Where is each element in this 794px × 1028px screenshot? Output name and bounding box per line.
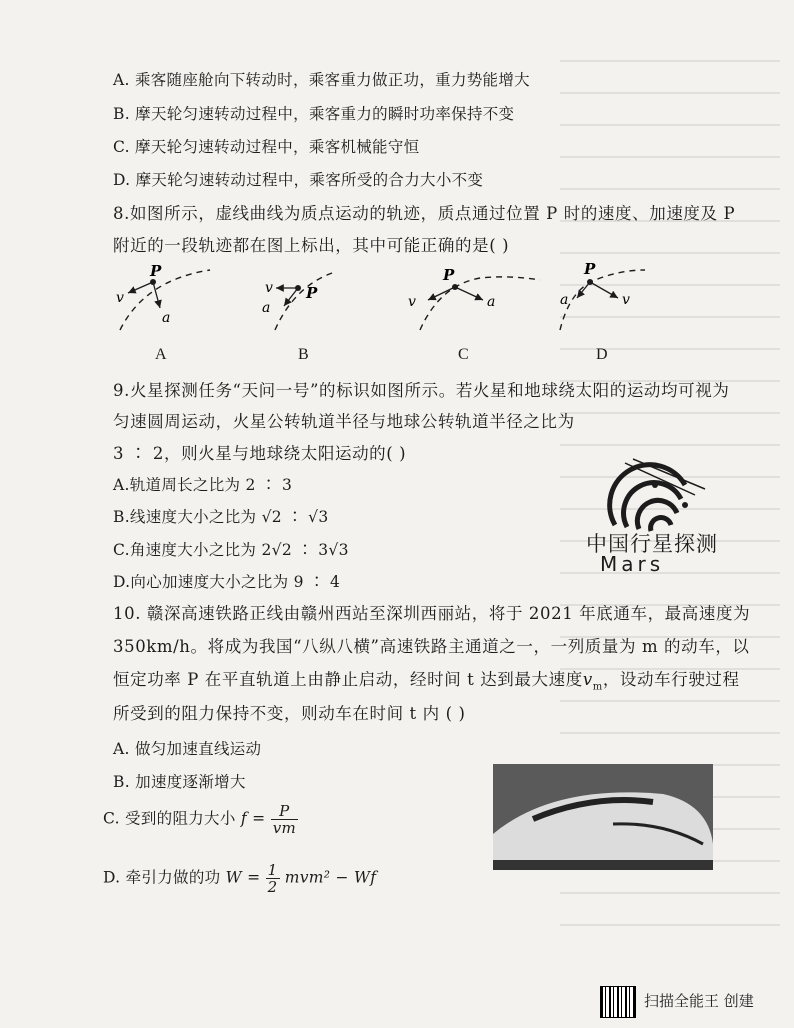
q10-stem-line2: 350km/h。将成为我国“八纵八横”高速铁路主通道之一，一列质量为 m 的动车，以	[113, 637, 750, 656]
diagram-d	[560, 260, 645, 330]
diagram-a-a: a	[162, 310, 171, 326]
diagram-a-v: v	[116, 290, 124, 306]
q9-option-a: A.轨道周长之比为 2 ∶ 3	[113, 476, 293, 494]
q10-option-d	[103, 862, 376, 895]
train-illustration	[493, 764, 713, 870]
diagram-c-p: P	[443, 266, 455, 284]
logo-chinese-text: 中国行星探测	[586, 532, 718, 556]
q10-line3-pre: 恒定功率 P 在平直轨道上由静止启动，经时间 t 达到最大速度	[113, 670, 583, 689]
train-photo	[493, 764, 713, 870]
q9-stem-line3: 3 ∶ 2，则火星与地球绕太阳运动的( )	[113, 444, 407, 463]
q10-option-d-lhs: W =	[225, 868, 261, 887]
scanner-watermark	[600, 986, 780, 1016]
q9-option-c-prefix: C.角速度大小之比为	[113, 541, 257, 559]
q10-option-d-fraction	[266, 862, 280, 895]
diagram-a	[116, 262, 210, 330]
q10-option-b: B. 加速度逐渐增大	[113, 773, 246, 791]
q10-line3-post: ，设动车行驶过程	[602, 670, 740, 689]
diagram-b-p: P	[306, 284, 318, 302]
diagram-c	[408, 266, 540, 330]
diagram-a-p: P	[150, 262, 162, 280]
q10-option-d-prefix: D. 牵引力做的功	[103, 868, 221, 887]
q10-option-c-prefix: C. 受到的阻力大小	[103, 809, 236, 828]
diagram-b	[262, 272, 335, 330]
q7-option-a: A. 乘客随座舱向下转动时，乘客重力做正功，重力势能增大	[113, 71, 530, 89]
q7-option-c: C. 摩天轮匀速转动过程中，乘客机械能守恒	[113, 138, 420, 156]
q10-option-c-fraction	[271, 803, 298, 836]
q7-option-d: D. 摩天轮匀速转动过程中，乘客所受的合力大小不变	[113, 171, 484, 189]
q10-option-d-rest: mvm² − Wf	[284, 868, 377, 887]
q10-option-a: A. 做匀加速直线运动	[113, 740, 262, 758]
q10-option-c-lhs: f =	[240, 809, 266, 828]
fraction-denominator: vm	[272, 819, 297, 837]
fraction-denominator: 2	[267, 878, 278, 896]
q10-stem-line4: 所受到的阻力保持不变，则动车在时间 t 内 ( )	[113, 704, 466, 723]
q7-option-b: B. 摩天轮匀速转动过程中，乘客重力的瞬时功率保持不变	[113, 105, 515, 123]
vm-symbol: v	[582, 670, 593, 689]
q9-option-c-expr: 2√2 ∶ 3√3	[261, 541, 349, 559]
diagram-label-b: B	[298, 346, 309, 363]
q10-stem-line3	[113, 666, 740, 692]
q9-option-d: D.向心加速度大小之比为 9 ∶ 4	[113, 573, 341, 591]
diagram-b-v: v	[265, 280, 273, 296]
q10-stem-line1: 10. 赣深高速铁路正线由赣州西站至深圳西丽站，将于 2021 年底通车，最高速度为	[113, 604, 751, 623]
q9-option-c	[113, 538, 349, 560]
vm-subscript: m	[592, 681, 603, 693]
q9-option-b-expr: √2 ∶ √3	[261, 508, 329, 526]
watermark-text: 扫描全能王 创建	[644, 992, 754, 1010]
q10-option-c	[103, 803, 298, 836]
q9-option-b	[113, 505, 329, 527]
diagram-label-a: A	[155, 346, 167, 363]
q8-trajectory-diagrams	[100, 260, 660, 370]
diagram-label-c: C	[458, 346, 469, 363]
diagram-d-a: a	[560, 292, 569, 308]
fraction-numerator: 1	[267, 861, 278, 879]
q9-stem-line1: 9.火星探测任务“天问一号”的标识如图所示。若火星和地球绕太阳的运动均可视为	[113, 381, 730, 400]
q9-option-b-prefix: B.线速度大小之比为	[113, 508, 257, 526]
diagram-c-v: v	[408, 294, 416, 310]
diagram-label-d: D	[596, 346, 608, 363]
fraction-numerator: P	[271, 803, 298, 820]
diagram-d-v: v	[622, 292, 630, 308]
qr-code-icon	[600, 986, 636, 1018]
logo-mars-text: Mars	[600, 552, 665, 576]
diagram-b-a: a	[262, 300, 271, 316]
q8-stem-line2: 附近的一段轨迹都在图上标出，其中可能正确的是( )	[113, 236, 510, 255]
diagram-c-a: a	[487, 294, 496, 310]
q9-stem-line2: 匀速圆周运动，火星公转轨道半径与地球公转轨道半径之比为	[113, 412, 575, 431]
diagram-d-p: P	[584, 260, 596, 278]
q8-stem-line1: 8.如图所示，虚线曲线为质点运动的轨迹，质点通过位置 P 时的速度、加速度及 P	[113, 204, 736, 223]
